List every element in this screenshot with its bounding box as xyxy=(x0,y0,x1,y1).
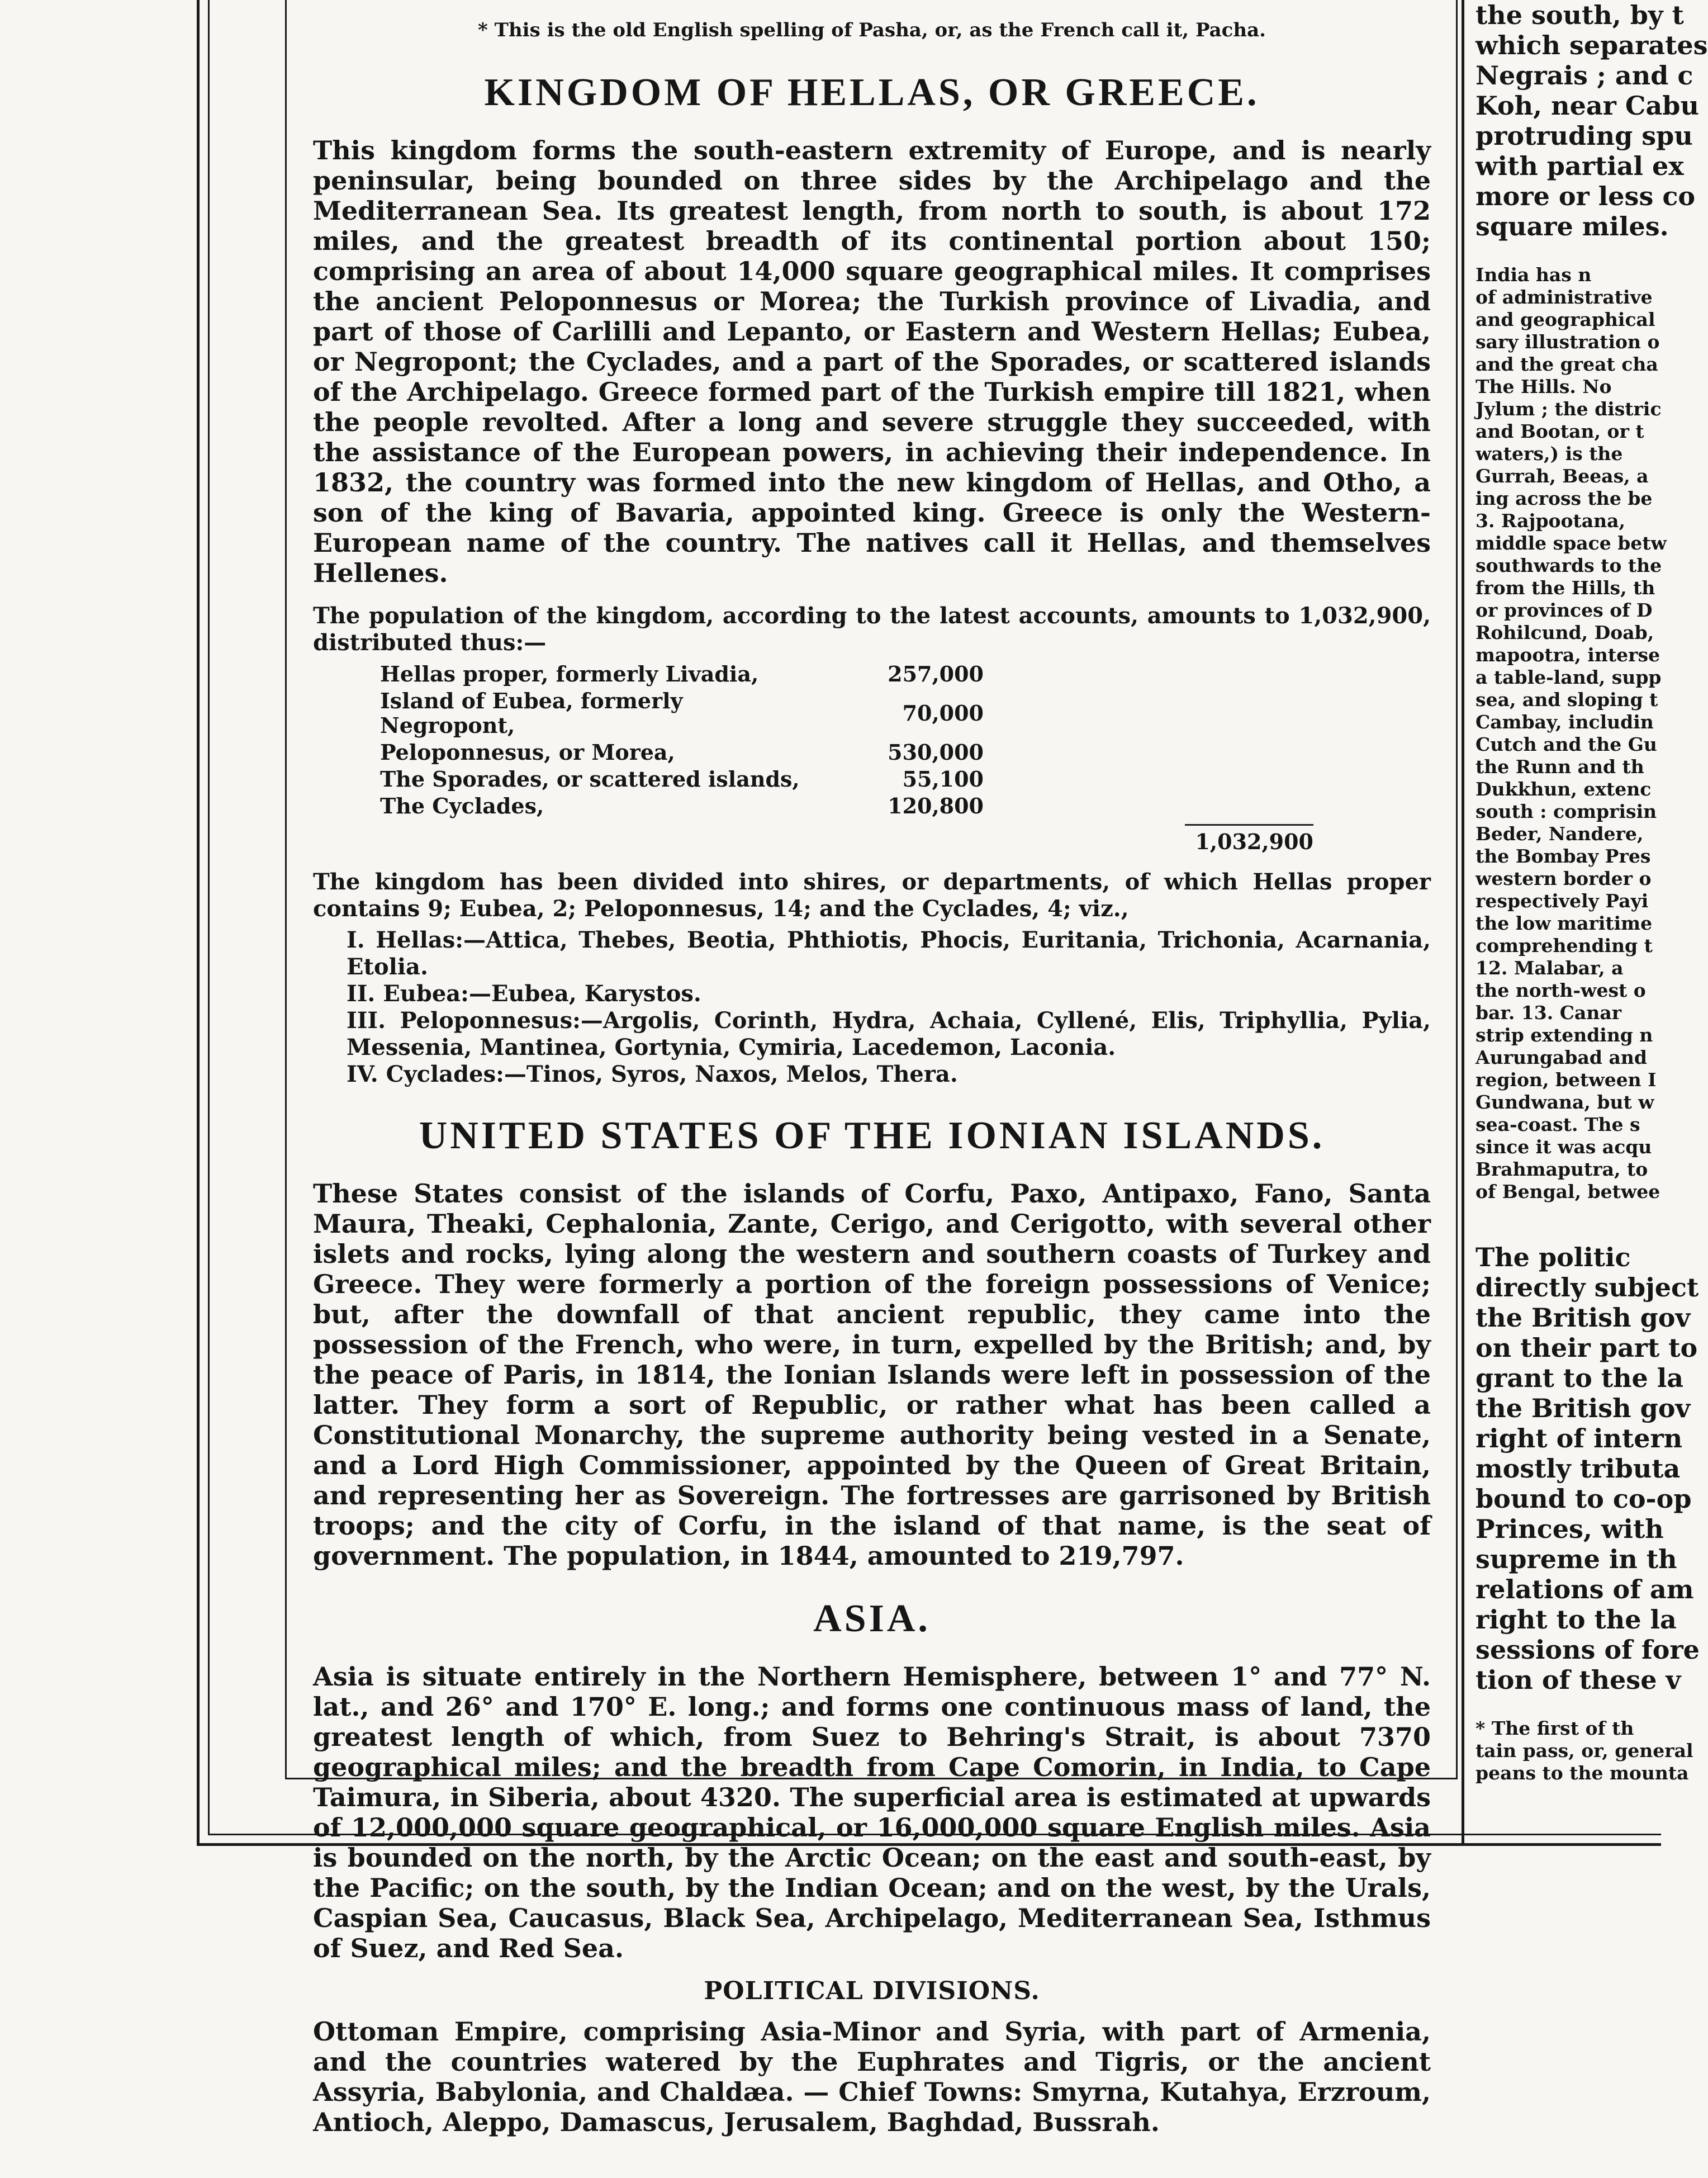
column-fragment-line: The Hills. No xyxy=(1475,376,1612,397)
column-fragment-line: The politic xyxy=(1475,1242,1631,1272)
column-fragment-line: 12. Malabar, a xyxy=(1475,957,1624,979)
column-fragment-line: more or less co xyxy=(1475,181,1696,211)
column-fragment-line: supreme in th xyxy=(1475,1544,1677,1574)
table-row xyxy=(380,793,984,820)
column-fragment-line: the Bombay Pres xyxy=(1475,845,1651,867)
main-column xyxy=(313,17,1431,2148)
column-fragment-line: right of intern xyxy=(1475,1423,1683,1453)
column-fragment-line: western border o xyxy=(1475,868,1652,889)
population-value: 257,000 xyxy=(888,661,984,686)
column-fragment-line: square miles. xyxy=(1475,211,1669,242)
division-item: IV. Cyclades:—Tinos, Syros, Naxos, Melos, Thera. xyxy=(347,1061,958,1087)
column-fragment-line: Koh, near Cabu xyxy=(1475,91,1699,121)
column-fragment-line: Brahmaputra, to xyxy=(1475,1158,1648,1180)
content-box-left-rule xyxy=(285,0,287,1778)
column-fragment-line: ing across the be xyxy=(1475,487,1653,509)
column-fragment-line: respectively Payi xyxy=(1475,890,1649,912)
table-row xyxy=(380,739,984,766)
column-fragment-line: sary illustration o xyxy=(1475,331,1660,353)
column-fragment-line: Beder, Nandere, xyxy=(1475,823,1644,845)
population-region: The Sporades, or scattered islands, xyxy=(380,766,800,792)
column-fragment-line: Princes, with xyxy=(1475,1514,1664,1544)
right-lower-block xyxy=(1475,1242,1700,1695)
column-fragment-line: Cambay, includin xyxy=(1475,711,1654,733)
population-total: 1,032,900 xyxy=(1195,829,1313,854)
column-fragment-line: India has n xyxy=(1475,264,1592,286)
division-item: III. Peloponnesus:—Argolis, Corinth, Hydra, Achaia, Cyllené, Elis, Triphyllia, Pylia, Messenia, Mantinea, Gortynia, Cymiria, Lacedemon, Laconia. xyxy=(347,1007,1431,1060)
population-value: 120,800 xyxy=(888,793,984,818)
right-column-rule-outer xyxy=(1462,0,1464,1843)
column-fragment-line: the British gov xyxy=(1475,1303,1691,1333)
column-fragment-line: on their part to xyxy=(1475,1333,1698,1363)
column-fragment-line: and Bootan, or t xyxy=(1475,420,1644,442)
left-frame-rule-outer xyxy=(197,0,200,1845)
column-fragment-line: tion of these v xyxy=(1475,1665,1681,1695)
right-footnote-block xyxy=(1475,1717,1693,1784)
column-fragment-line: or provinces of D xyxy=(1475,599,1653,621)
greece-heading: KINGDOM OF HELLAS, OR GREECE. xyxy=(484,71,1260,114)
column-fragment-line: Cutch and the Gu xyxy=(1475,733,1657,755)
column-fragment-line: sea, and sloping t xyxy=(1475,689,1658,711)
population-table xyxy=(380,661,984,820)
column-fragment-line: and the great cha xyxy=(1475,353,1658,375)
column-fragment-line: bound to co-op xyxy=(1475,1484,1692,1514)
population-region: Peloponnesus, or Morea, xyxy=(380,740,675,765)
table-row xyxy=(380,661,984,688)
column-fragment-line: Dukkhun, extenc xyxy=(1475,778,1652,800)
column-fragment-line: directly subject xyxy=(1475,1272,1699,1303)
column-fragment-line: mapootra, interse xyxy=(1475,644,1660,666)
column-fragment-line: Gundwana, but w xyxy=(1475,1091,1654,1113)
column-fragment-line: of Bengal, betwee xyxy=(1475,1181,1660,1202)
population-value: 70,000 xyxy=(902,700,984,726)
population-value: 55,100 xyxy=(902,766,984,792)
population-region: Hellas proper, formerly Livadia, xyxy=(380,661,759,686)
column-fragment-line: strip extending n xyxy=(1475,1024,1653,1046)
column-fragment-line: the low maritime xyxy=(1475,912,1653,934)
pasha-footnote: * This is the old English spelling of Pasha, or, as the French call it, Pacha. xyxy=(478,19,1266,41)
column-fragment-line: since it was acqu xyxy=(1475,1136,1652,1158)
column-fragment-line: Gurrah, Beeas, a xyxy=(1475,465,1649,487)
population-intro: The population of the kingdom, according to the latest accounts, amounts to 1,032,900, distributed thus:— xyxy=(313,603,1431,656)
column-fragment-line: a table-land, supp xyxy=(1475,666,1662,688)
ionian-heading: UNITED STATES OF THE IONIAN ISLANDS. xyxy=(419,1114,1325,1157)
column-fragment-line: Jylum ; the distric xyxy=(1475,398,1662,420)
table-row xyxy=(380,766,984,793)
column-fragment-line: * The first of th xyxy=(1475,1717,1634,1739)
column-fragment-line: Negrais ; and c xyxy=(1475,60,1693,91)
total-rule xyxy=(1185,824,1313,826)
column-fragment-line: the south, by t xyxy=(1475,0,1684,30)
ionian-paragraph: These States consist of the islands of Corfu, Paxo, Antipaxo, Fano, Santa Maura, Theaki, Cephalonia, Zante, Cerigo, and Cerigotto, with several other islets and rocks, lying along the western and southern coasts of Turkey and Greece. They were formerly a portion of the foreign possessions of Venice; but, after the downfall of that ancient republic, they came into the possession of the French, who were, in turn, expelled by the British; and, by the peace of Paris, in 1814, the Ionian Islands were left in possession of the latter. They form a sort of Republic, or rather what has been called a Constitutional Monarchy, the supreme authority being vested in a Senate, and a Lord High Commissioner, appointed by the Queen of Great Britain, and representing her as Sovereign. The fortresses are garrisoned by British troops; and the city of Corfu, in the island of that name, is the seat of government. The population, in 1844, amounted to 219,797. xyxy=(313,1178,1431,1571)
column-fragment-line: Rohilcund, Doab, xyxy=(1475,622,1654,643)
content-box-right-rule xyxy=(1456,0,1458,1778)
column-fragment-line: sessions of fore xyxy=(1475,1635,1700,1665)
divisions-list xyxy=(313,927,1431,1088)
population-region: The Cyclades, xyxy=(380,793,544,818)
column-fragment-line: right to the la xyxy=(1475,1604,1677,1635)
column-fragment-line: south : comprisin xyxy=(1475,801,1657,822)
column-fragment-line: southwards to the xyxy=(1475,555,1662,576)
column-fragment-line: of administrative xyxy=(1475,286,1653,308)
table-row xyxy=(380,688,984,739)
column-fragment-line: waters,) is the xyxy=(1475,443,1623,465)
right-middle-block xyxy=(1475,264,1667,1203)
column-fragment-line: grant to the la xyxy=(1475,1363,1684,1393)
column-fragment-line: from the Hills, th xyxy=(1475,577,1655,599)
asia-heading: ASIA. xyxy=(813,1597,931,1640)
column-fragment-line: peans to the mounta xyxy=(1475,1762,1689,1784)
column-fragment-line: bar. 13. Canar xyxy=(1475,1002,1622,1024)
shires-intro: The kingdom has been divided into shires, or departments, of which Hellas proper contains 9; Eubea, 2; Peloponnesus, 14; and the Cyclades, 4; viz., xyxy=(313,869,1431,922)
population-value: 530,000 xyxy=(888,740,984,765)
column-fragment-line: relations of am xyxy=(1475,1574,1694,1604)
column-fragment-line: Aurungabad and xyxy=(1475,1047,1647,1068)
column-fragment-line: middle space betw xyxy=(1475,532,1667,554)
division-item: I. Hellas:—Attica, Thebes, Beotia, Phthiotis, Phocis, Euritania, Trichonia, Acarnania, Etolia. xyxy=(347,927,1431,980)
left-frame-rule-inner xyxy=(208,0,210,1834)
column-fragment-line: tain pass, or, general xyxy=(1475,1740,1693,1762)
column-fragment-line: region, between I xyxy=(1475,1069,1657,1091)
right-top-block xyxy=(1475,0,1708,242)
population-region: Island of Eubea, formerly Negropont, xyxy=(380,688,683,738)
political-divisions-heading: POLITICAL DIVISIONS. xyxy=(704,1977,1040,2005)
column-fragment-line: and geographical xyxy=(1475,309,1655,330)
column-fragment-line: comprehending t xyxy=(1475,935,1653,957)
column-fragment-line: the north-west o xyxy=(1475,979,1646,1001)
division-item: II. Eubea:—Eubea, Karystos. xyxy=(347,981,701,1007)
column-fragment-line: mostly tributa xyxy=(1475,1453,1681,1484)
column-fragment-line: 3. Rajpootana, xyxy=(1475,510,1626,532)
greece-paragraph: This kingdom forms the south-eastern extremity of Europe, and is nearly peninsular, being bounded on three sides by the Archipelago and the Mediterranean Sea. Its greatest length, from north to south, is about 172 miles, and the greatest breadth of its continental portion about 150; comprising an area of about 14,000 square geographical miles. It comprises the ancient Peloponnesus or Morea; the Turkish province of Livadia, and part of those of Carlilli and Lepanto, or Eastern and Western Hellas; Eubea, or Negropont; the Cyclades, and a part of the Sporades, or scattered islands of the Archipelago. Greece formed part of the Turkish empire till 1821, when the people revolted. After a long and severe struggle they succeeded, with the assistance of the European powers, in achieving their independence. In 1832, the country was formed into the new kingdom of Hellas, and Otho, a son of the king of Bavaria, appointed king. Greece is only the Western-European name of the country. The natives call it Hellas, and themselves Hellenes. xyxy=(313,135,1431,588)
column-fragment-line: sea-coast. The s xyxy=(1475,1114,1640,1135)
column-fragment-line: protruding spu xyxy=(1475,121,1693,151)
column-fragment-line: the British gov xyxy=(1475,1393,1691,1423)
right-column-fragment xyxy=(1475,0,1708,1784)
column-fragment-line: the Runn and th xyxy=(1475,756,1644,778)
column-fragment-line: with partial ex xyxy=(1475,151,1684,181)
asia-paragraph: Asia is situate entirely in the Northern Hemisphere, between 1° and 77° N. lat., and 26° and 170° E. long.; and forms one continuous mass of land, the greatest length of which, from Suez to Behring's Strait, is about 7370 geographical miles; and the breadth from Cape Comorin, in India, to Cape Taimura, in Siberia, about 4320. The superficial area is estimated at upwards of 12,000,000 square geographical, or 16,000,000 square English miles. Asia is bounded on the north, by the Arctic Ocean; on the east and south-east, by the Pacific; on the south, by the Indian Ocean; and on the west, by the Urals, Caspian Sea, Caucasus, Black Sea, Archipelago, Mediterranean Sea, Isthmus of Suez, and Red Sea. xyxy=(313,1661,1431,1963)
column-fragment-line: which separates xyxy=(1475,30,1708,60)
ottoman-paragraph: Ottoman Empire, comprising Asia-Minor and Syria, with part of Armenia, and the countries watered by the Euphrates and Tigris, or the ancient Assyria, Babylonia, and Chaldæa. — Chief Towns: Smyrna, Kutahya, Erzroum, Antioch, Aleppo, Damascus, Jerusalem, Baghdad, Bussrah. xyxy=(313,2016,1431,2137)
